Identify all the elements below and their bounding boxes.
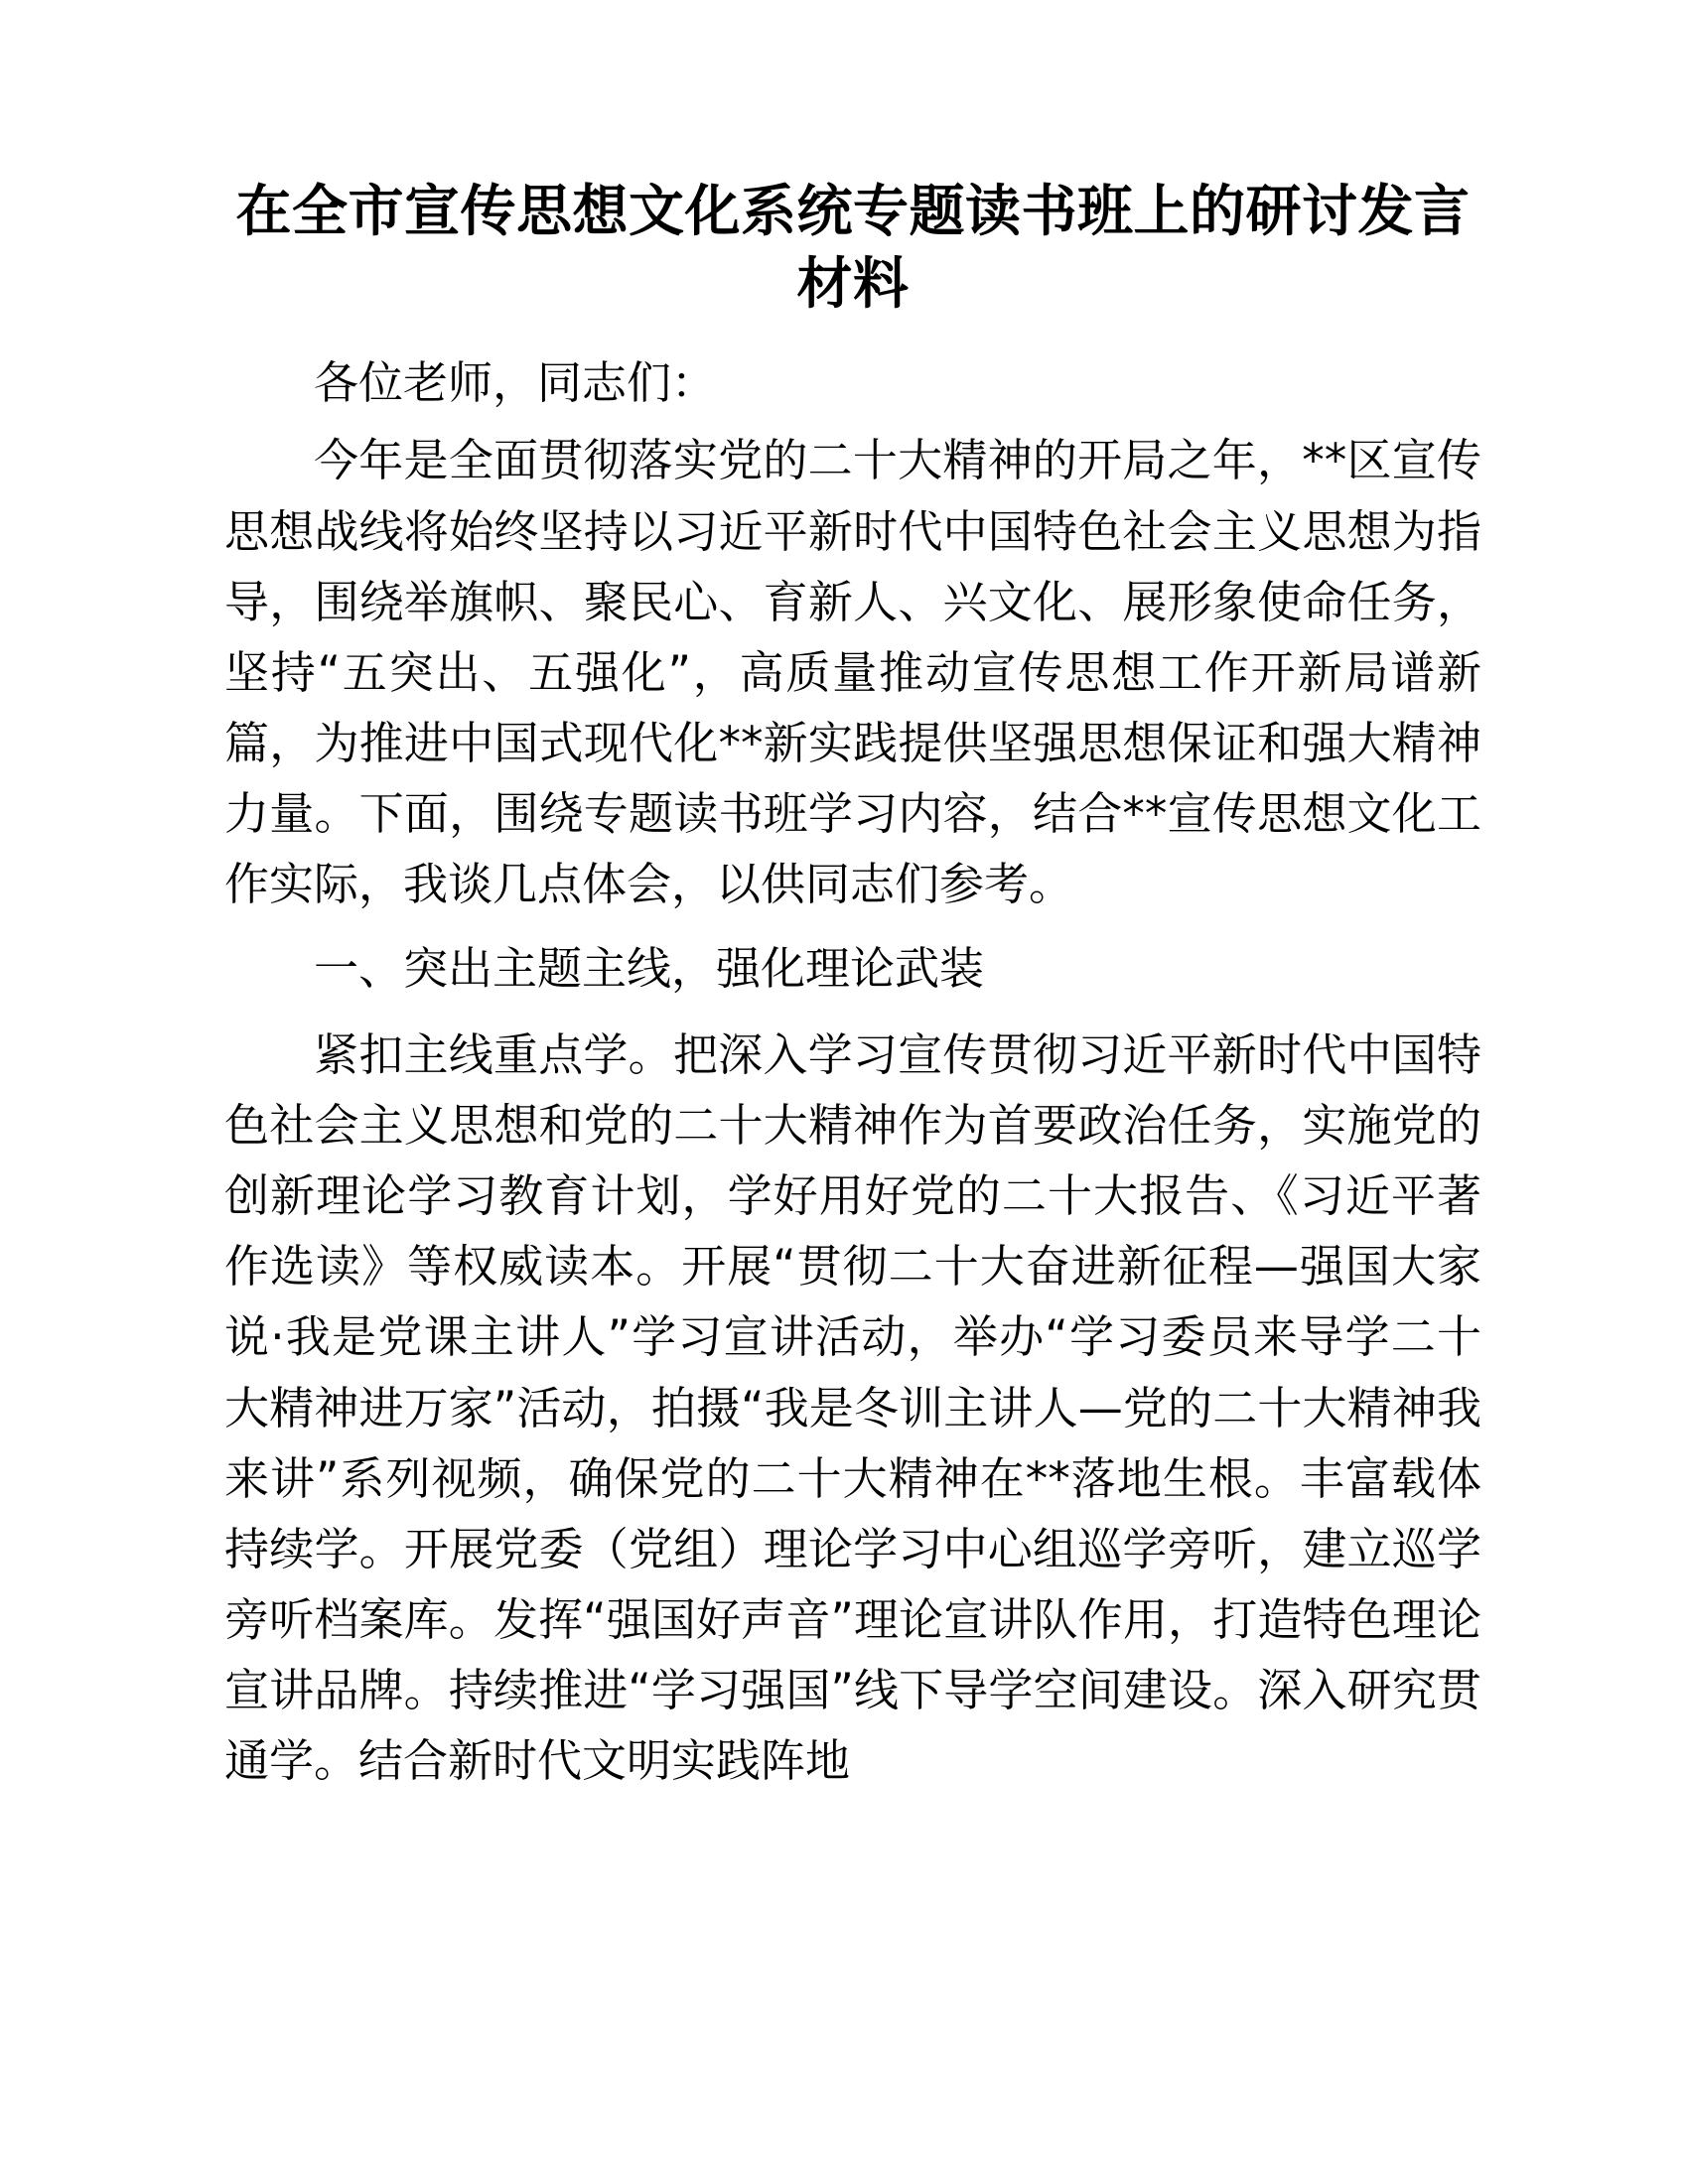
paragraph-section-1-body: 紧扣主线重点学。把深入学习宣传贯彻习近平新时代中国特色社会主义思想和党的二十大精神作为首要政治任务，实施党的创新理论学习教育计划，学好用好党的二十大报告、《习近平著作选读》等权威读本。开展“贯彻二十大奋进新征程—强国大家说·我是党课主讲人”学习宣讲活动，举办“学习委员来导学二十大精神进万家”活动，拍摄“我是冬训主讲人—党的二十大精神我来讲”系列视频，确保党的二十大精神在**落地生根。丰富载体持续学。开展党委（党组）理论学习中心组巡学旁听，建立巡学旁听档案库。发挥“强国好声音”理论宣讲队作用，打造特色理论宣讲品牌。持续推进“学习强国”线下导学空间建设。深入研究贯通学。结合新时代文明实践阵地 (224, 1028, 1481, 1787)
salutation-line: 各位老师，同志们： (314, 355, 717, 409)
paragraph-spacer (224, 919, 1481, 933)
paragraph-intro: 今年是全面贯彻落实党的二十大精神的开局之年，**区宣传思想战线将始终坚持以习近平新时代中国特色社会主义思想为指导，围绕举旗帜、聚民心、育新人、兴文化、展形象使命任务，坚持“五突出、五强化”，高质量推动宣传思想工作开新局谱新篇，为推进中国式现代化**新实践提供坚强思想保证和强大精神力量。下面，围绕专题读书班学习内容，结合**宣传思想文化工作实际，我谈几点体会，以供同志们参考。 (224, 434, 1481, 911)
section-heading-1: 一、突出主题主线，强化理论武装 (314, 942, 985, 996)
document-title: 在全市宣传思想文化系统专题读书班上的研讨发言材料 (235, 180, 1471, 317)
heading-spacer (224, 1006, 1481, 1020)
